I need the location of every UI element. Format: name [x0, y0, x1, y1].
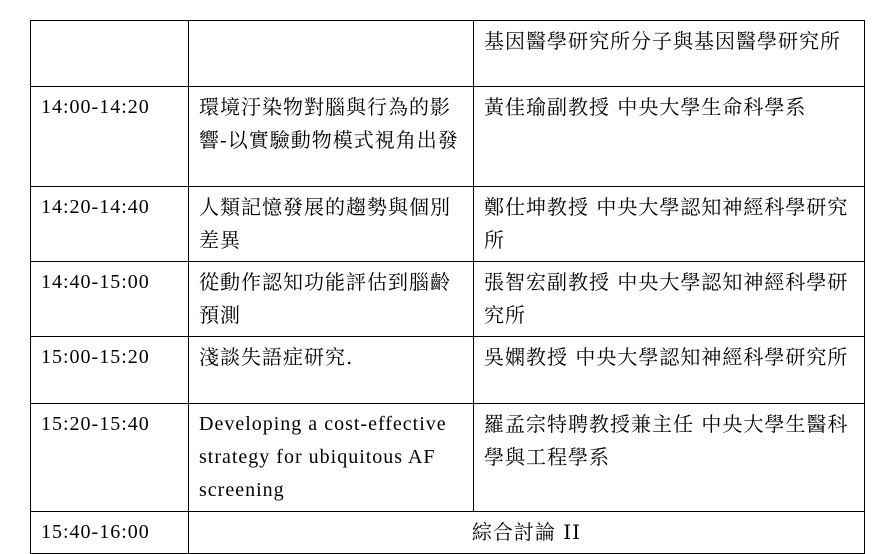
speaker-cell: 基因醫學研究所分子與基因醫學研究所: [474, 21, 865, 87]
table-row: [31, 187, 865, 262]
time-cell: 14:20-14:40: [31, 187, 189, 262]
table-row: [31, 262, 865, 337]
topic-cell: 從動作認知功能評估到腦齡預測: [189, 262, 474, 337]
time-cell: [31, 21, 189, 87]
time-cell: 15:00-15:20: [31, 337, 189, 404]
time-cell: 14:00-14:20: [31, 87, 189, 187]
speaker-cell: 羅孟宗特聘教授兼主任 中央大學生醫科學與工程學系: [474, 404, 865, 512]
speaker-cell: 鄭仕坤教授 中央大學認知神經科學研究所: [474, 187, 865, 262]
table-row: [31, 21, 865, 87]
time-cell: 15:40-16:00: [31, 512, 189, 554]
schedule-table: [30, 20, 865, 554]
topic-cell: 人類記憶發展的趨勢與個別差異: [189, 187, 474, 262]
topic-cell: [189, 21, 474, 87]
speaker-cell: 黃佳瑜副教授 中央大學生命科學系: [474, 87, 865, 187]
topic-cell: 環境汙染物對腦與行為的影響-以實驗動物模式視角出發: [189, 87, 474, 187]
table-row: [31, 404, 865, 512]
speaker-cell: 吳嫻教授 中央大學認知神經科學研究所: [474, 337, 865, 404]
topic-cell: 淺談失語症研究.: [189, 337, 474, 404]
general-discussion-cell: 綜合討論 II: [189, 512, 865, 554]
table-row: [31, 337, 865, 404]
time-cell: 15:20-15:40: [31, 404, 189, 512]
speaker-cell: 張智宏副教授 中央大學認知神經科學研究所: [474, 262, 865, 337]
table-row: [31, 87, 865, 187]
table-row: [31, 512, 865, 554]
topic-cell: Developing a cost-effective strategy for ubiquitous AF screening: [189, 404, 474, 512]
time-cell: 14:40-15:00: [31, 262, 189, 337]
